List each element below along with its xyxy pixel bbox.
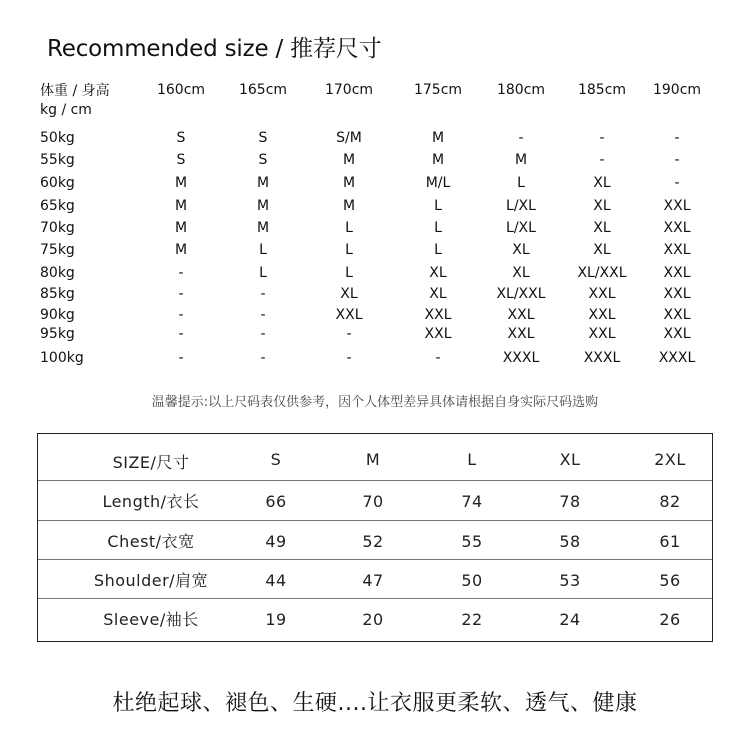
spec-value: 22 xyxy=(461,610,483,629)
size-cell: M xyxy=(342,198,356,214)
size-cell: XL xyxy=(512,242,530,258)
spec-value: 66 xyxy=(265,492,287,511)
spec-row xyxy=(38,599,712,641)
height-header: 160cm xyxy=(156,82,206,98)
size-cell: S xyxy=(176,130,186,146)
spec-value: 70 xyxy=(362,492,384,511)
size-cell: - xyxy=(178,326,184,342)
spec-value: XL xyxy=(559,450,581,469)
size-cell: - xyxy=(260,326,266,342)
weight-label: 75kg xyxy=(40,242,75,258)
weight-label: 90kg xyxy=(40,307,75,323)
size-cell: - xyxy=(346,350,352,366)
size-cell: XL xyxy=(593,220,611,236)
spec-value: 82 xyxy=(659,492,681,511)
height-header: 180cm xyxy=(496,82,546,98)
size-cell: XXL xyxy=(663,286,691,302)
size-cell: M xyxy=(256,198,270,214)
size-cell: L xyxy=(345,242,353,258)
size-cell: XL xyxy=(512,265,530,281)
weight-label: 70kg xyxy=(40,220,75,236)
size-cell: - xyxy=(599,130,605,146)
spec-value: 58 xyxy=(559,532,581,551)
size-cell: M/L xyxy=(425,175,451,191)
size-cell: S xyxy=(176,152,186,168)
size-cell: S/M xyxy=(336,130,362,146)
size-cell: - xyxy=(260,350,266,366)
size-note: 温馨提示:以上尺码表仅供参考，因个人体型差异具体请根据自身实际尺码选购 xyxy=(151,395,599,410)
size-cell: - xyxy=(260,307,266,323)
corner-label-line1: 体重 / 身高 xyxy=(40,83,110,99)
size-cell: M xyxy=(174,198,188,214)
size-cell: XXL xyxy=(507,326,535,342)
spec-value: 24 xyxy=(559,610,581,629)
spec-value: 44 xyxy=(265,571,287,590)
height-header: 190cm xyxy=(652,82,702,98)
weight-label: 100kg xyxy=(40,350,84,366)
size-cell: M xyxy=(342,175,356,191)
height-header: 175cm xyxy=(413,82,463,98)
spec-row xyxy=(38,481,712,521)
page-title: Recommended size / 推荐尺寸 xyxy=(47,36,382,62)
size-cell: XXXL xyxy=(583,350,621,366)
size-cell: L xyxy=(345,220,353,236)
size-cell: S xyxy=(258,152,268,168)
size-cell: L xyxy=(259,265,267,281)
size-cell: XL xyxy=(593,242,611,258)
spec-value: 55 xyxy=(461,532,483,551)
weight-label: 95kg xyxy=(40,326,75,342)
size-cell: XXL xyxy=(663,220,691,236)
spec-value: 56 xyxy=(659,571,681,590)
spec-value: 20 xyxy=(362,610,384,629)
size-cell: M xyxy=(174,242,188,258)
size-cell: M xyxy=(174,175,188,191)
spec-value: M xyxy=(365,450,381,469)
size-cell: - xyxy=(178,286,184,302)
spec-value: 19 xyxy=(265,610,287,629)
size-cell: - xyxy=(674,152,680,168)
size-cell: - xyxy=(674,175,680,191)
size-cell: S xyxy=(258,130,268,146)
height-header: 170cm xyxy=(324,82,374,98)
spec-value: 26 xyxy=(659,610,681,629)
size-cell: M xyxy=(514,152,528,168)
spec-value: 50 xyxy=(461,571,483,590)
size-cell: XL xyxy=(593,175,611,191)
corner-label-line2: kg / cm xyxy=(40,102,92,118)
spec-value: 49 xyxy=(265,532,287,551)
size-cell: XL xyxy=(429,265,447,281)
size-cell: L xyxy=(434,242,442,258)
spec-header-row xyxy=(38,434,712,481)
size-cell: XXL xyxy=(663,265,691,281)
size-cell: - xyxy=(435,350,441,366)
size-cell: XXL xyxy=(663,242,691,258)
size-cell: XXL xyxy=(663,307,691,323)
size-cell: - xyxy=(178,265,184,281)
size-cell: XL xyxy=(429,286,447,302)
size-cell: - xyxy=(518,130,524,146)
size-cell: XL/XXL xyxy=(577,265,627,281)
spec-value: 74 xyxy=(461,492,483,511)
size-cell: - xyxy=(178,307,184,323)
spec-value: 61 xyxy=(659,532,681,551)
size-cell: M xyxy=(256,220,270,236)
size-cell: XXXL xyxy=(658,350,696,366)
weight-label: 60kg xyxy=(40,175,75,191)
size-cell: XXL xyxy=(424,326,452,342)
size-cell: M xyxy=(431,152,445,168)
size-cell: XXL xyxy=(588,326,616,342)
spec-value: 47 xyxy=(362,571,384,590)
spec-row xyxy=(38,521,712,560)
spec-value: 2XL xyxy=(654,450,686,469)
size-cell: XXL xyxy=(588,307,616,323)
size-cell: XXL xyxy=(335,307,363,323)
corner-label xyxy=(40,82,110,120)
size-cell: L xyxy=(434,198,442,214)
size-cell: L xyxy=(517,175,525,191)
size-cell: L xyxy=(259,242,267,258)
size-cell: XXL xyxy=(663,326,691,342)
spec-value: L xyxy=(467,450,477,469)
spec-row-label: Chest/衣宽 xyxy=(107,532,195,551)
size-cell: - xyxy=(260,286,266,302)
size-cell: - xyxy=(674,130,680,146)
size-cell: L/XL xyxy=(506,220,536,236)
size-cell: L/XL xyxy=(506,198,536,214)
size-cell: - xyxy=(178,350,184,366)
size-cell: L xyxy=(345,265,353,281)
spec-row-label: Length/衣长 xyxy=(102,492,200,511)
size-cell: L xyxy=(434,220,442,236)
weight-label: 85kg xyxy=(40,286,75,302)
size-cell: - xyxy=(346,326,352,342)
weight-label: 50kg xyxy=(40,130,75,146)
spec-row-label: Shoulder/肩宽 xyxy=(93,571,209,590)
size-cell: XXL xyxy=(663,198,691,214)
size-cell: XL/XXL xyxy=(496,286,546,302)
spec-row-label: Sleeve/袖长 xyxy=(103,610,199,629)
size-cell: M xyxy=(342,152,356,168)
spec-row-label: SIZE/尺寸 xyxy=(112,453,190,472)
spec-value: 53 xyxy=(559,571,581,590)
weight-label: 65kg xyxy=(40,198,75,214)
height-header: 165cm xyxy=(238,82,288,98)
spec-row xyxy=(38,560,712,599)
weight-label: 80kg xyxy=(40,265,75,281)
size-cell: M xyxy=(174,220,188,236)
spec-value: 52 xyxy=(362,532,384,551)
height-header: 185cm xyxy=(577,82,627,98)
size-cell: XXL xyxy=(507,307,535,323)
spec-value: S xyxy=(270,450,282,469)
size-cell: M xyxy=(256,175,270,191)
size-cell: XXL xyxy=(424,307,452,323)
size-cell: XXXL xyxy=(502,350,540,366)
weight-label: 55kg xyxy=(40,152,75,168)
size-cell: XXL xyxy=(588,286,616,302)
footer-slogan: 杜绝起球、褪色、生硬....让衣服更柔软、透气、健康 xyxy=(112,691,638,716)
size-cell: M xyxy=(431,130,445,146)
size-cell: XL xyxy=(593,198,611,214)
size-cell: XL xyxy=(340,286,358,302)
size-cell: - xyxy=(599,152,605,168)
spec-value: 78 xyxy=(559,492,581,511)
measurement-table xyxy=(37,433,713,642)
